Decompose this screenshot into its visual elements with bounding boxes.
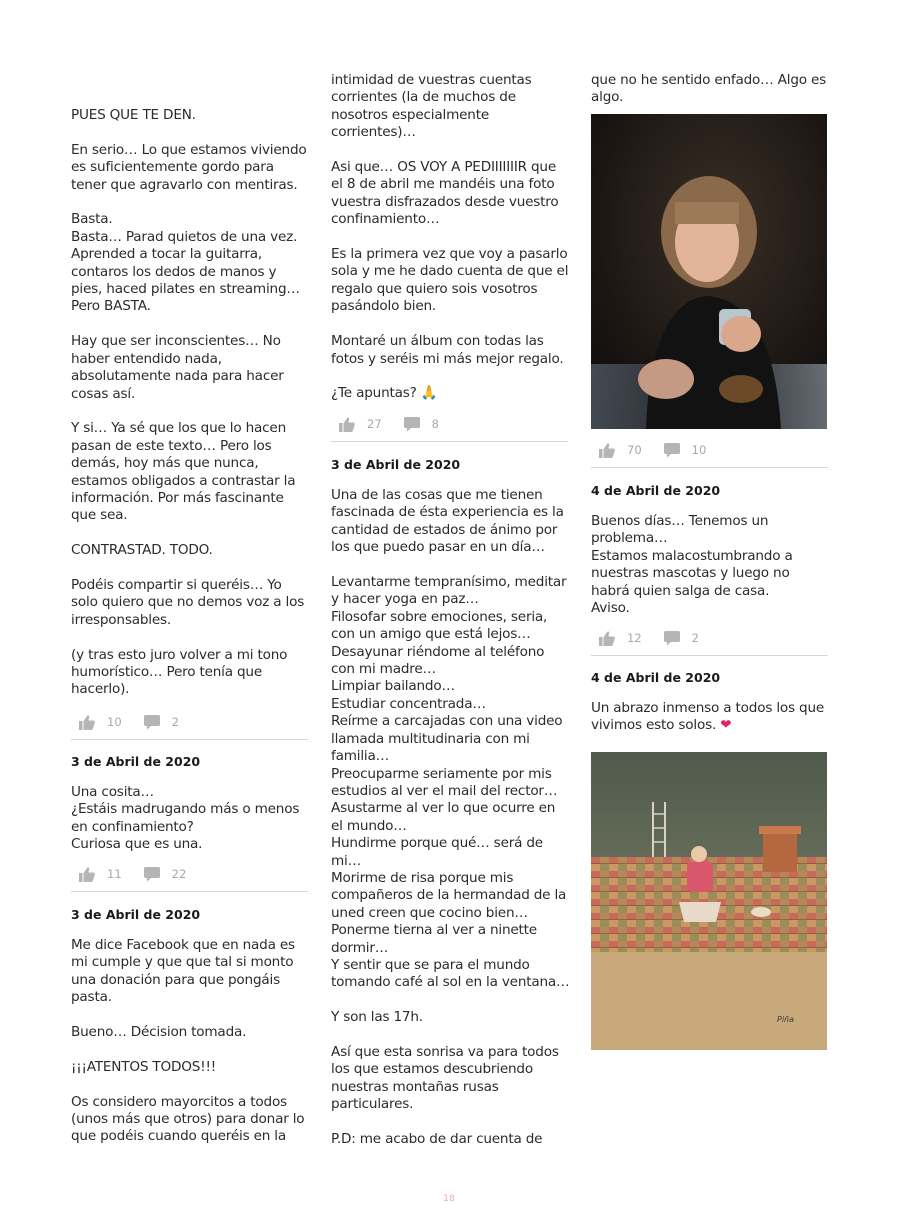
comment-icon: [664, 631, 680, 646]
comment-count[interactable]: 8: [404, 417, 439, 432]
post-divider: [591, 467, 828, 468]
like-count[interactable]: 10: [79, 715, 122, 730]
post-date: 3 de Abril de 2020: [71, 907, 201, 922]
post-divider: [71, 739, 308, 740]
post-text: Me dice Facebook que en nada es mi cumple y que que tal si monto una donación para que pongáis pasta. Bueno… Décision tomada. ¡¡¡ATENTOS TODOS!!! Os considero mayorcitos a todos (unos más que otros) para donar lo que podéis cuando queréis en la: [71, 937, 305, 1145]
thumbs-up-icon: [599, 443, 615, 458]
like-count[interactable]: 27: [339, 417, 382, 432]
heart-emoji: ❤: [720, 717, 732, 734]
comment-count[interactable]: 22: [144, 867, 187, 882]
post-text-continued: intimidad de vuestras cuentas corrientes (la de muchos de nosotros especialmente corrientes)… Asi que… OS VOY A PEDIIIIIIIR que el 8 de abril me mandéis una foto vuestra disfrazados desde vuestro confinamiento… Es la primera vez que voy a pasarlo sola y me he dado cuenta de que el regalo que quiero sois vosotros pasándolo bien. Montaré un álbum con todas las fotos y seréis mi más mejor regalo. ¿Te apuntas? 🙏: [331, 72, 569, 402]
thumbs-up-icon: [79, 715, 95, 730]
post-text: Buenos días… Tenemos un problema… Estamos malacostumbrando a nuestras mascotas y luego no habrá quien salga de casa. Aviso.: [591, 513, 793, 617]
post-divider: [71, 891, 308, 892]
post-date: 4 de Abril de 2020: [591, 670, 721, 685]
comment-icon: [664, 443, 680, 458]
post-text: Una cosita… ¿Estáis madrugando más o menos en confinamiento? Curiosa que es una.: [71, 784, 300, 853]
page-number: 18: [443, 1194, 455, 1204]
thumbs-up-icon: [339, 417, 355, 432]
post-text: PUES QUE TE DEN. En serio… Lo que estamos viviendo es suficientemente gordo para tener que agravarlo con mentiras. Basta. Basta… Parad quietos de una vez. Aprended a tocar la guitarra, contaros los dedos de manos y pies, haced pilates en streaming… Pero BASTA. Hay que ser inconscientes… No haber entendido nada, absolutamente nada para hacer cosas así. Y si… Ya sé que los que lo hacen pasan de este texto… Pero los demás, hoy más que nunca, estamos obligados a contrastar la información. Por más fascinante que sea. CONTRASTAD. TODO. Podéis compartir si queréis… Yo solo quiero que no demos voz a los irresponsables. (y tras esto juro volver a mi tono humorístico… Pero tenía que hacerlo).: [71, 107, 307, 698]
comment-count[interactable]: 2: [144, 715, 179, 730]
post-text-continued: que no he sentido enfado… Algo es algo.: [591, 72, 827, 106]
post-stats: [591, 626, 829, 650]
post-divider: [591, 655, 828, 656]
post-stats: [71, 710, 309, 734]
thumbs-up-icon: [79, 867, 95, 882]
post-date: 4 de Abril de 2020: [591, 483, 721, 498]
selfie-photo: [591, 114, 827, 429]
post-date: 3 de Abril de 2020: [331, 457, 461, 472]
like-count[interactable]: 11: [79, 867, 122, 882]
like-count[interactable]: 12: [599, 631, 642, 646]
post-text: Un abrazo inmenso a todos los que vivimos esto solos. ❤: [591, 700, 825, 734]
comment-icon: [144, 715, 160, 730]
thumbs-up-icon: [599, 631, 615, 646]
comment-icon: [404, 417, 420, 432]
comment-icon: [144, 867, 160, 882]
post-date: 3 de Abril de 2020: [71, 754, 201, 769]
comment-count[interactable]: 2: [664, 631, 699, 646]
post-stats: [71, 862, 309, 886]
like-count[interactable]: 70: [599, 443, 642, 458]
comment-count[interactable]: 10: [664, 443, 707, 458]
post-divider: [331, 441, 568, 442]
post-stats: [591, 438, 829, 462]
post-text: Una de las cosas que me tienen fascinada de ésta experiencia es la cantidad de estados de ánimo por los que puedo pasar en un día… Levantarme tempranísimo, meditar y hacer yoga en paz… Filosofar sobre emociones, seria, con un amigo que está lejos… Desayunar riéndome al teléfono con mi madre… Limpiar bailando… Estudiar concentrada… Reírme a carcajadas con una video llamada multitudinaria con mi familia… Preocuparme seriamente por mis estudios al ver el mail del rector… Asustarme al ver lo que ocurre en el mundo… Hundirme porque qué… será de mi… Morirme de risa porque mis compañeros de la hermandad de la uned creen que cocino bien… Ponerme tierna al ver a ninette dormir… Y sentir que se para el mundo tomando café al sol en la ventana… Y son las 17h. Así que esta sonrisa va para todos los que estamos descubriendo nuestras montañas rusas particulares. P.D: me acabo de dar cuenta de: [331, 487, 570, 1148]
svg-text:Piña: Piña: [777, 1015, 795, 1024]
rooftop-illustration: [591, 752, 827, 1050]
post-stats: [331, 412, 569, 436]
